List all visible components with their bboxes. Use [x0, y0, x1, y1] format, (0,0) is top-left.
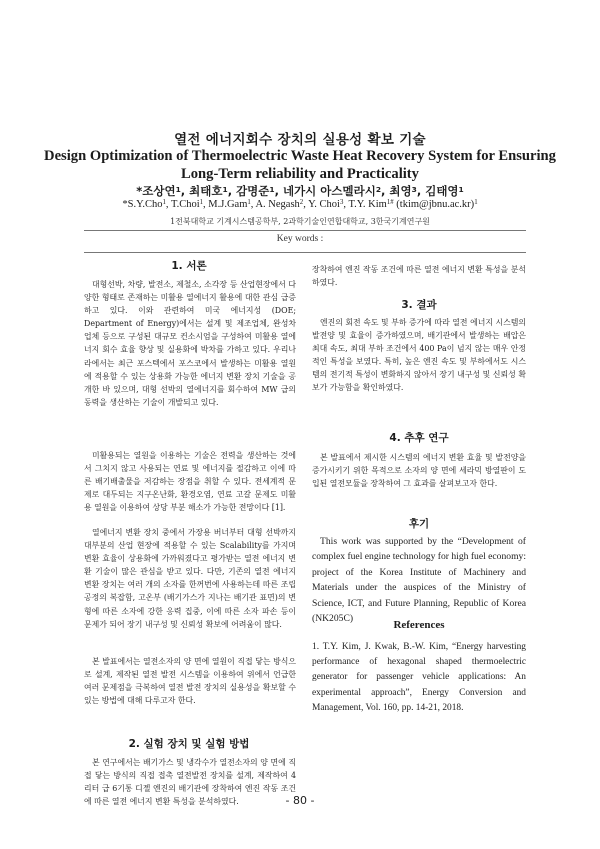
section-heading-references: References: [393, 619, 445, 631]
intro-paragraph-2: 미활용되는 열원을 이용하는 기술은 전력을 생산하는 것에서 그치지 않고 사용되는 연료 및 에너지를 절감하고 이에 따른 배기배출물을 저감하는 장점을 취할 수 있다. 전세계적 문제로 대두되는 지구온난화, 환경오염, 연료 고갈 문제도 미활용 열원을 이용하여 상당 부분 해소가 가능한 전망이다 [1].: [84, 451, 296, 513]
author-ko-affil-mark: 3: [411, 184, 417, 194]
author-email[interactable]: (tkim@jbnu.ac.kr)$^1$: [396, 198, 478, 210]
author-ko-2: 최태호$^1$: [189, 184, 228, 198]
author-ko-affil-mark: 1: [269, 184, 275, 194]
methods-paragraph: 본 연구에서는 배기가스 및 냉각수가 열전소자의 양 면에 직접 닿는 방식의 직접 접촉 열전발전 장치를 설계, 제작하여 4리터 급 6기통 디젤 엔진의 배기관에 장착하여 엔진 작동 조건에 따른 열전 에너지 변환 특성을 분석하였다.: [84, 758, 296, 807]
keywords-top-rule: [84, 230, 526, 231]
author-en-affil-mark: 1: [162, 198, 166, 206]
author-ko-3: 감명준$^1$: [236, 184, 275, 198]
keywords-bottom-rule: [84, 252, 526, 253]
author-en-5: Y. Choi$^3$: [308, 198, 344, 210]
page-number: - 80 -: [285, 794, 315, 807]
title-english: Design Optimization of Thermoelectric Waste Heat Recovery System for Ensuring Long-Term reliability and Practicality: [44, 148, 556, 182]
author-en-1: *S.Y.Cho$^1$: [122, 198, 166, 210]
section-heading-future: 4. 추후 연구: [389, 432, 449, 444]
author-en-3: M.J.Gam$^1$: [208, 198, 251, 210]
intro-paragraph-3: 열에너지 변환 장치 중에서 가장용 버너부터 대형 선박까지 대부분의 산업 현장에 적용할 수 있는 Scalability를 가지며 변환 효율이 상용화에 가까워졌다고 평가받는 열전 에너지 변환 기술이 많은 관심을 받고 있다. 다만, 기존의 열전 에너지 변환 장치는 여러 개의 소자를 한꺼번에 사용하는데 따른 조립 공정의 복잡함, 고온부 (배기가스가 지나는 배기관 표면)의 변형에 따른 소자에 강한 응력 집중, 이에 따른 소자 파손 등이 문제가 되어 장기 내구성 및 신뢰성 확보에 어려움이 많다.: [84, 528, 296, 629]
author-ko-affil-mark: 1: [175, 184, 181, 194]
future-paragraph: 본 발표에서 제시한 시스템의 에너지 변환 효율 및 발전양을 증가시키기 위한 목적으로 소자의 양 면에 세라믹 방열판이 도입된 열전모듈을 장착하여 그 효과를 살펴보고자 한다.: [312, 453, 526, 489]
section-heading-ack: 후기: [408, 518, 430, 530]
author-en-affil-mark: 3: [339, 198, 344, 206]
section-heading-methods: 2. 실험 장치 및 실험 방법: [128, 738, 250, 750]
ack-paragraph: This work was supported by the “Development of complex fuel engine technology for high fuel economy: project of the Korea Institute of Machinery and Materials under the auspices of the Ministry of Science, ICT, and Future Planning, Republic of Korea (NK205C): [312, 536, 526, 625]
author-en-affil-mark: 1: [247, 198, 251, 206]
author-ko-affil-mark: 2: [375, 184, 382, 194]
author-ko-affil-mark: 1: [222, 184, 228, 194]
authors-english: *S.Y.Cho$^1$, T.Choi$^1$, M.J.Gam$^1$, A. Negash$^2$, Y. Choi$^3$, T.Y. Kim$^{1\#}$ (tkim@jbnu.ac.kr)$^1$: [122, 198, 478, 210]
reference-item-1: 1. T.Y. Kim, J. Kwak, B.-W. Kim, “Energy harvesting performance of hexagonal shaped thermoelectric generator for passenger vehicle applications: An experimental approach”, Energy Conversion and Management, Vol. 160, pp. 14-21, 2018.: [312, 642, 526, 713]
section-heading-results: 3. 결과: [401, 299, 437, 311]
affiliations: 1전북대학교 기계시스템공학부, 2과학기술인연합대학교, 3한국기계연구원: [170, 217, 430, 226]
author-ko-4: 네가시 아스멜라시$^2$: [282, 184, 382, 198]
intro-paragraph-4: 본 발표에서는 열전소자의 양 면에 열원이 직접 닿는 방식으로 설계, 제작된 열전 발전 시스템을 이용하여 위에서 언급한 여러 문제점을 극복하여 열전 발전 장치의 실용성을 확보할 수 있는 방법에 대해 다루고자 한다.: [84, 657, 296, 706]
author-en-4: A. Negash$^2$: [255, 198, 304, 210]
author-en-affil-mark: 1: [199, 198, 204, 206]
section-heading-intro: 1. 서론: [171, 260, 207, 272]
author-en-2: T.Choi$^1$: [170, 198, 204, 210]
title-korean: 열전 에너지회수 장치의 실용성 확보 기술: [174, 132, 426, 148]
author-en-6: T.Y. Kim$^{1\#}$: [348, 198, 394, 210]
methods-paragraph-continued: 장착하여 엔진 작동 조건에 따른 열전 에너지 변환 특성을 분석하였다.: [312, 265, 526, 288]
author-ko-affil-mark: 1: [458, 184, 464, 194]
author-en-affil-mark: 2: [299, 198, 304, 206]
author-ko-5: 최영$^3$: [389, 184, 417, 198]
keywords-label: Key words :: [276, 234, 324, 244]
authors-korean: *조상연$^1$, 최태호$^1$, 감명준$^1$, 네가시 아스멜라시$^2$, 최영$^3$, 김태영$^1$: [136, 184, 464, 198]
intro-paragraph-1: 대형선박, 차량, 발전소, 제철소, 소각장 등 산업현장에서 다양한 형태로 존재하는 미활용 열에너지 활용에 대한 관심 급증하고 있다. 이와 관련하여 미국 에너지성 (DOE; Department of Energy)에서는 설계 및 제조업체, 완성차 업체 등으로 구성된 대규모 컨소시엄을 구성하여 미활용 열에너지 회수 효율 향상 및 실용화에 박차를 가하고 있다. 우리나라에서는 최근 포스텍에서 포스코에서 발생하는 미활용 열원에 적용할 수 있는 상용화 가능한 에너지 변환 장치 기술을 공개한 바 있으며, 대형 선박의 열에너지를 회수하여 MW 급의 동력을 생산하는 기술이 개발되고 있다.: [84, 280, 296, 407]
author-email-affil-mark: 1: [474, 198, 478, 206]
author-ko-1: *조상연$^1$: [136, 184, 181, 198]
author-en-affil-mark: 1#: [386, 198, 394, 206]
results-paragraph: 엔진의 회전 속도 및 부하 증가에 따라 열전 에너지 시스템의 발전양 및 효율이 증가하였으며, 배기관에서 발생하는 배압은 최대 속도, 최대 부하 조건에서 400 Pa이 넘지 않는 매우 안정적인 특성을 보였다. 특히, 높은 엔진 속도 및 부하에서도 시스템의 전기적 특성이 변화하지 않아서 장기 내구성 및 신뢰성 확보가 가능함을 확인하였다.: [312, 318, 526, 393]
author-ko-6: 김태영$^1$: [425, 184, 464, 198]
